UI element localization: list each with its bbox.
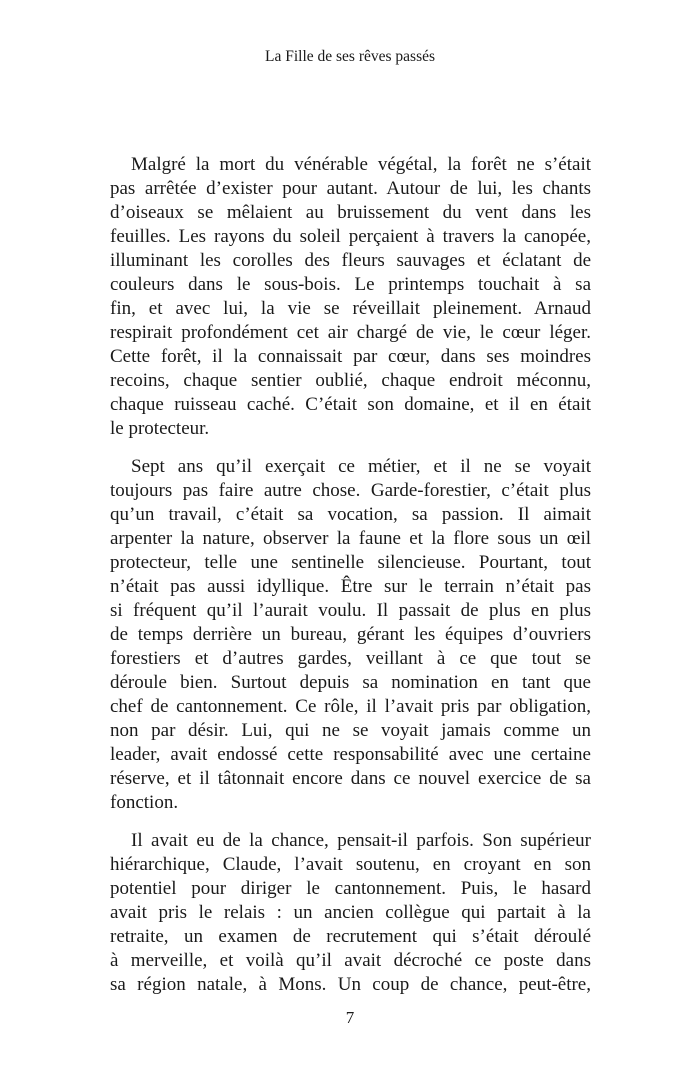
text-line: Il avait eu de la chance, pensait-il parfois. Son supérieur [131,830,591,851]
text-line: couleurs dans le sous-bois. Le printemps touchait à sa [110,274,591,295]
text-line: potentiel pour diriger le cantonnement. Puis, le hasard [110,878,591,899]
text-line: Sept ans qu’il exerçait ce métier, et il ne se voyait [131,456,591,477]
paragraph [110,153,591,441]
text-line: fonction. [110,792,179,813]
text-line: retraite, un examen de recrutement qui s’était déroulé [110,926,591,947]
text-line: Cette forêt, il la connaissait par cœur, dans ses moindres [110,346,591,367]
text-line: réserve, et il tâtonnait encore dans ce nouvel exercice de sa [110,768,591,789]
paragraph [110,829,591,997]
text-line: avait pris le relais : un ancien collègue qui partait à la [110,902,591,923]
text-line: feuilles. Les rayons du soleil perçaient à travers la canopée, [110,226,591,247]
text-line: hiérarchique, Claude, l’avait soutenu, en croyant en son [110,854,591,875]
text-line: recoins, chaque sentier oublié, chaque endroit méconnu, [110,370,591,391]
text-line: de temps derrière un bureau, gérant les équipes d’ouvriers [110,624,591,645]
text-line: n’était pas aussi idyllique. Être sur le terrain n’était pas [110,576,591,597]
page-number: 7 [345,1008,355,1027]
text-line: illuminant les corolles des fleurs sauvages et éclatant de [110,250,591,271]
running-header: La Fille de ses rêves passés [264,48,436,65]
text-line: le protecteur. [110,418,210,439]
text-line: toujours pas faire autre chose. Garde-forestier, c’était plus [110,480,591,501]
body-text [110,153,591,1011]
text-line: déroule bien. Surtout depuis sa nomination en tant que [110,672,591,693]
text-line: forestiers et d’autres gardes, veillant à ce que tout se [110,648,591,669]
text-line: leader, avait endossé cette responsabilité avec une certaine [110,744,591,765]
text-line: respirait profondément cet air chargé de vie, le cœur léger. [110,322,591,343]
text-line: arpenter la nature, observer la faune et la flore sous un œil [110,528,591,549]
text-line: sa région natale, à Mons. Un coup de chance, peut-être, [110,974,591,995]
text-line: non par désir. Lui, qui ne se voyait jamais comme un [110,720,591,741]
text-line: protecteur, telle une sentinelle silencieuse. Pourtant, tout [110,552,591,573]
text-line: à merveille, et voilà qu’il avait décroché ce poste dans [110,950,591,971]
text-line: pas arrêtée d’exister pour autant. Autour de lui, les chants [110,178,591,199]
text-line: Malgré la mort du vénérable végétal, la forêt ne s’était [131,154,591,175]
text-line: fin, et avec lui, la vie se réveillait pleinement. Arnaud [110,298,591,319]
paragraph [110,455,591,815]
text-line: chaque ruisseau caché. C’était son domaine, et il en était [110,394,591,415]
text-line: si fréquent qu’il l’aurait voulu. Il passait de plus en plus [110,600,591,621]
text-line: d’oiseaux se mêlaient au bruissement du vent dans les [110,202,591,223]
text-line: qu’un travail, c’était sa vocation, sa passion. Il aimait [110,504,591,525]
text-line: chef de cantonnement. Ce rôle, il l’avait pris par obligation, [110,696,591,717]
